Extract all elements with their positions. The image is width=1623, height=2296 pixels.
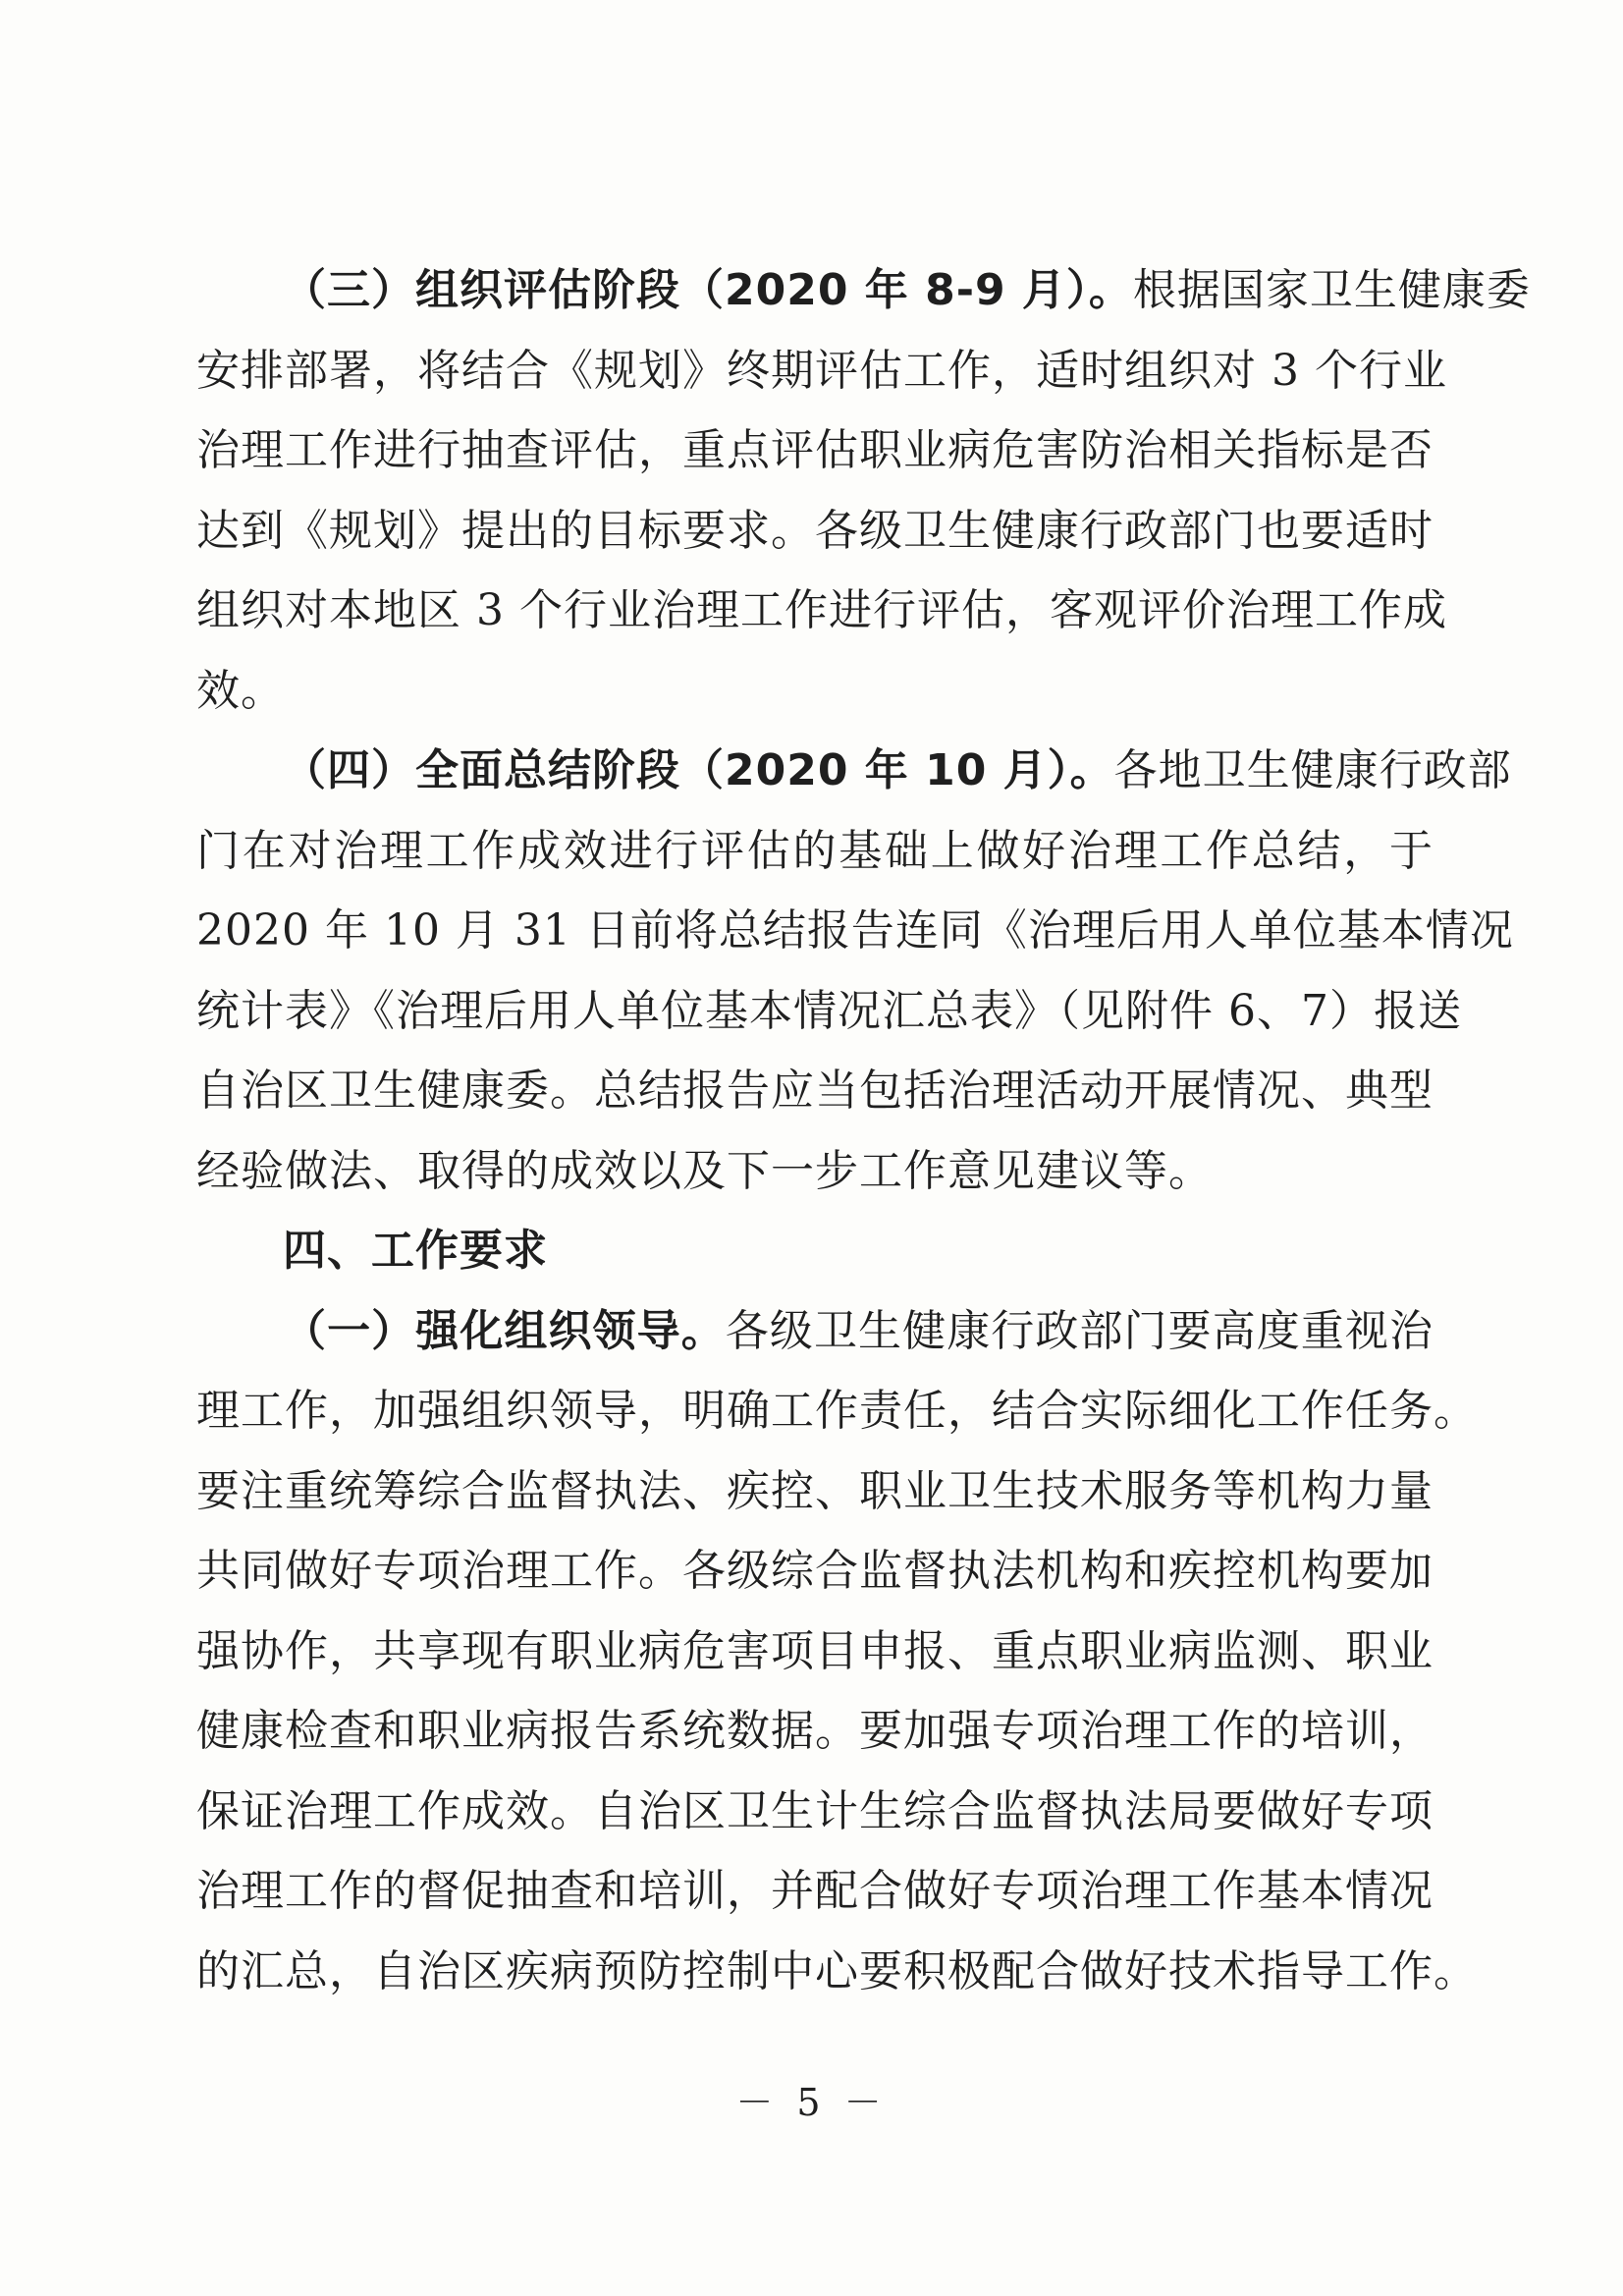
body-text <box>196 250 1531 2011</box>
subsection-heading: （四）全面总结阶段（2020 年 10 月）。 <box>283 745 1114 795</box>
text-line: （三）组织评估阶段（2020 年 8-9 月）。根据国家卫生健康委 <box>283 265 1531 315</box>
text-line: 2020 年 10 月 31 日前将总结报告连同《治理后用人单位基本情况 <box>196 905 1514 956</box>
text-line: 达到《规划》提出的目标要求。各级卫生健康行政部门也要适时 <box>196 505 1434 556</box>
text-line: 组织对本地区 3 个行业治理工作进行评估，客观评价治理工作成 <box>196 585 1447 635</box>
text-line: 的汇总，自治区疾病预防控制中心要积极配合做好技术指导工作。 <box>196 1945 1478 1996</box>
text-line: 强协作，共享现有职业病危害项目申报、重点职业病监测、职业 <box>196 1625 1434 1676</box>
subsection-heading: （三）组织评估阶段（2020 年 8-9 月）。 <box>283 265 1133 315</box>
text-line: 治理工作进行抽查评估，重点评估职业病危害防治相关指标是否 <box>196 425 1434 475</box>
text-line: 健康检查和职业病报告系统数据。要加强专项治理工作的培训， <box>196 1706 1434 1756</box>
text-line: 门在对治理工作成效进行评估的基础上做好治理工作总结，于 <box>196 825 1434 876</box>
text-line: 安排部署，将结合《规划》终期评估工作，适时组织对 3 个行业 <box>196 345 1447 396</box>
page-number: － 5 － <box>735 2081 888 2124</box>
text-line: 效。 <box>196 665 285 716</box>
text-line: 统计表》《治理后用人单位基本情况汇总表》（见附件 6、7）报送 <box>196 985 1462 1036</box>
subsection-heading: （一）强化组织领导。 <box>283 1305 726 1356</box>
text-line: 自治区卫生健康委。总结报告应当包括治理活动开展情况、典型 <box>196 1066 1434 1116</box>
section-heading: 四、工作要求 <box>283 1226 548 1276</box>
text-line: （四）全面总结阶段（2020 年 10 月）。各地卫生健康行政部 <box>283 745 1512 795</box>
text-line: 共同做好专项治理工作。各级综合监督执法机构和疾控机构要加 <box>196 1546 1434 1596</box>
text-line: （一）强化组织领导。各级卫生健康行政部门要高度重视治 <box>283 1305 1434 1356</box>
text-line: 经验做法、取得的成效以及下一步工作意见建议等。 <box>196 1145 1213 1196</box>
text-line: 治理工作的督促抽查和培训，并配合做好专项治理工作基本情况 <box>196 1866 1434 1916</box>
text-line: 要注重统筹综合监督执法、疾控、职业卫生技术服务等机构力量 <box>196 1465 1434 1516</box>
text-line: 保证治理工作成效。自治区卫生计生综合监督执法局要做好专项 <box>196 1785 1434 1836</box>
text-line: 理工作，加强组织领导，明确工作责任，结合实际细化工作任务。 <box>196 1386 1478 1436</box>
